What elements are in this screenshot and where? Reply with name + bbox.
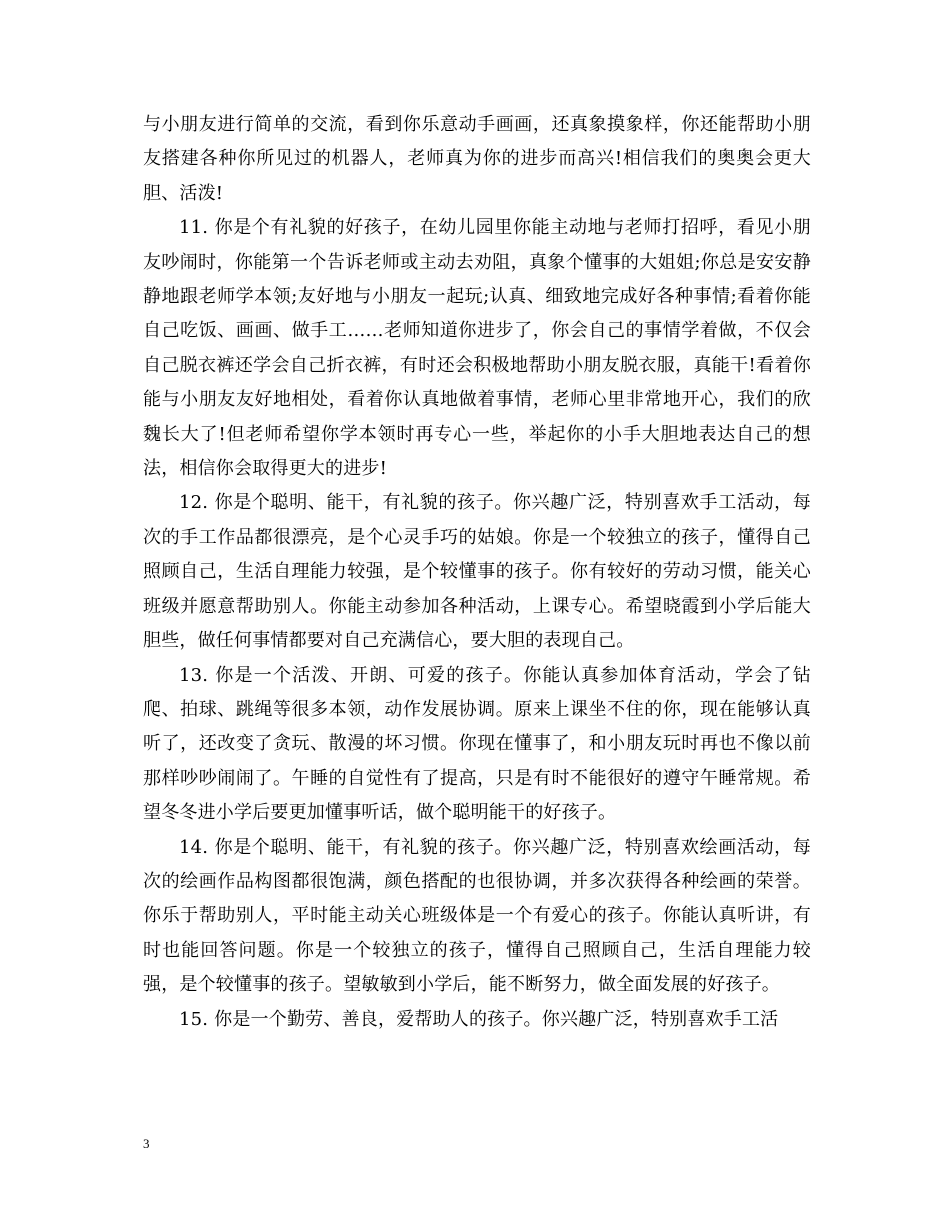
paragraph-item-14: 14. 你是个聪明、能干，有礼貌的孩子。你兴趣广泛，特别喜欢绘画活动，每次的绘画作品构图都很饱满，颜色搭配的也很协调，并多次获得各种绘画的荣誉。你乐于帮助别人，平时能主动关心班级体是一个有爱心的孩子。你能认真听讲，有时也能回答问题。你是一个较独立的孩子，懂得自己照顾自己，生活自理能力较强，是个较懂事的孩子。望敏敏到小学后，能不断努力，做全面发展的好孩子。 bbox=[143, 836, 811, 996]
paragraph-item-12: 12. 你是个聪明、能干，有礼貌的孩子。你兴趣广泛，特别喜欢手工活动，每次的手工作品都很漂亮，是个心灵手巧的姑娘。你是一个较独立的孩子，懂得自己照顾自己，生活自理能力较强，是个较懂事的孩子。你有较好的劳动习惯，能关心班级并愿意帮助别人。你能主动参加各种活动，上课专心。希望晓霞到小学后能大胆些，做任何事情都要对自己充满信心，要大胆的表现自己。 bbox=[143, 492, 811, 652]
paragraph-item-13: 13. 你是一个活泼、开朗、可爱的孩子。你能认真参加体育活动，学会了钻爬、拍球、跳绳等很多本领，动作发展协调。原来上课坐不住的你，现在能够认真听了，还改变了贪玩、散漫的坏习惯。你现在懂事了，和小朋友玩时再也不像以前那样吵吵闹闹了。午睡的自觉性有了提高，只是有时不能很好的遵守午睡常规。希望冬冬进小学后要更加懂事听话，做个聪明能干的好孩子。 bbox=[143, 664, 811, 824]
paragraph-item-11: 11. 你是个有礼貌的好孩子，在幼儿园里你能主动地与老师打招呼，看见小朋友吵闹时，你能第一个告诉老师或主动去劝阻，真象个懂事的大姐姐;你总是安安静静地跟老师学本领;友好地与小朋友一起玩;认真、细致地完成好各种事情;看着你能自己吃饭、画画、做手工……老师知道你进步了，你会自己的事情学着做，不仅会自己脱衣裤还学会自己折衣裤，有时还会积极地帮助小朋友脱衣服，真能干!看着你能与小朋友友好地相处，看着你认真地做着事情，老师心里非常地开心，我们的欣魏长大了!但老师希望你学本领时再专心一些，举起你的小手大胆地表达自己的想法，相信你会取得更大的进步! bbox=[143, 217, 811, 480]
paragraph-continuation: 与小朋友进行简单的交流，看到你乐意动手画画，还真象摸象样，你还能帮助小朋友搭建各种你所见过的机器人，老师真为你的进步而高兴!相信我们的奥奥会更大胆、活泼! bbox=[143, 114, 811, 204]
document-body bbox=[143, 108, 811, 1037]
page-number: 3 bbox=[143, 1136, 150, 1151]
paragraph-item-15: 15. 你是一个勤劳、善良，爱帮助人的孩子。你兴趣广泛，特别喜欢手工活 bbox=[179, 1008, 779, 1030]
